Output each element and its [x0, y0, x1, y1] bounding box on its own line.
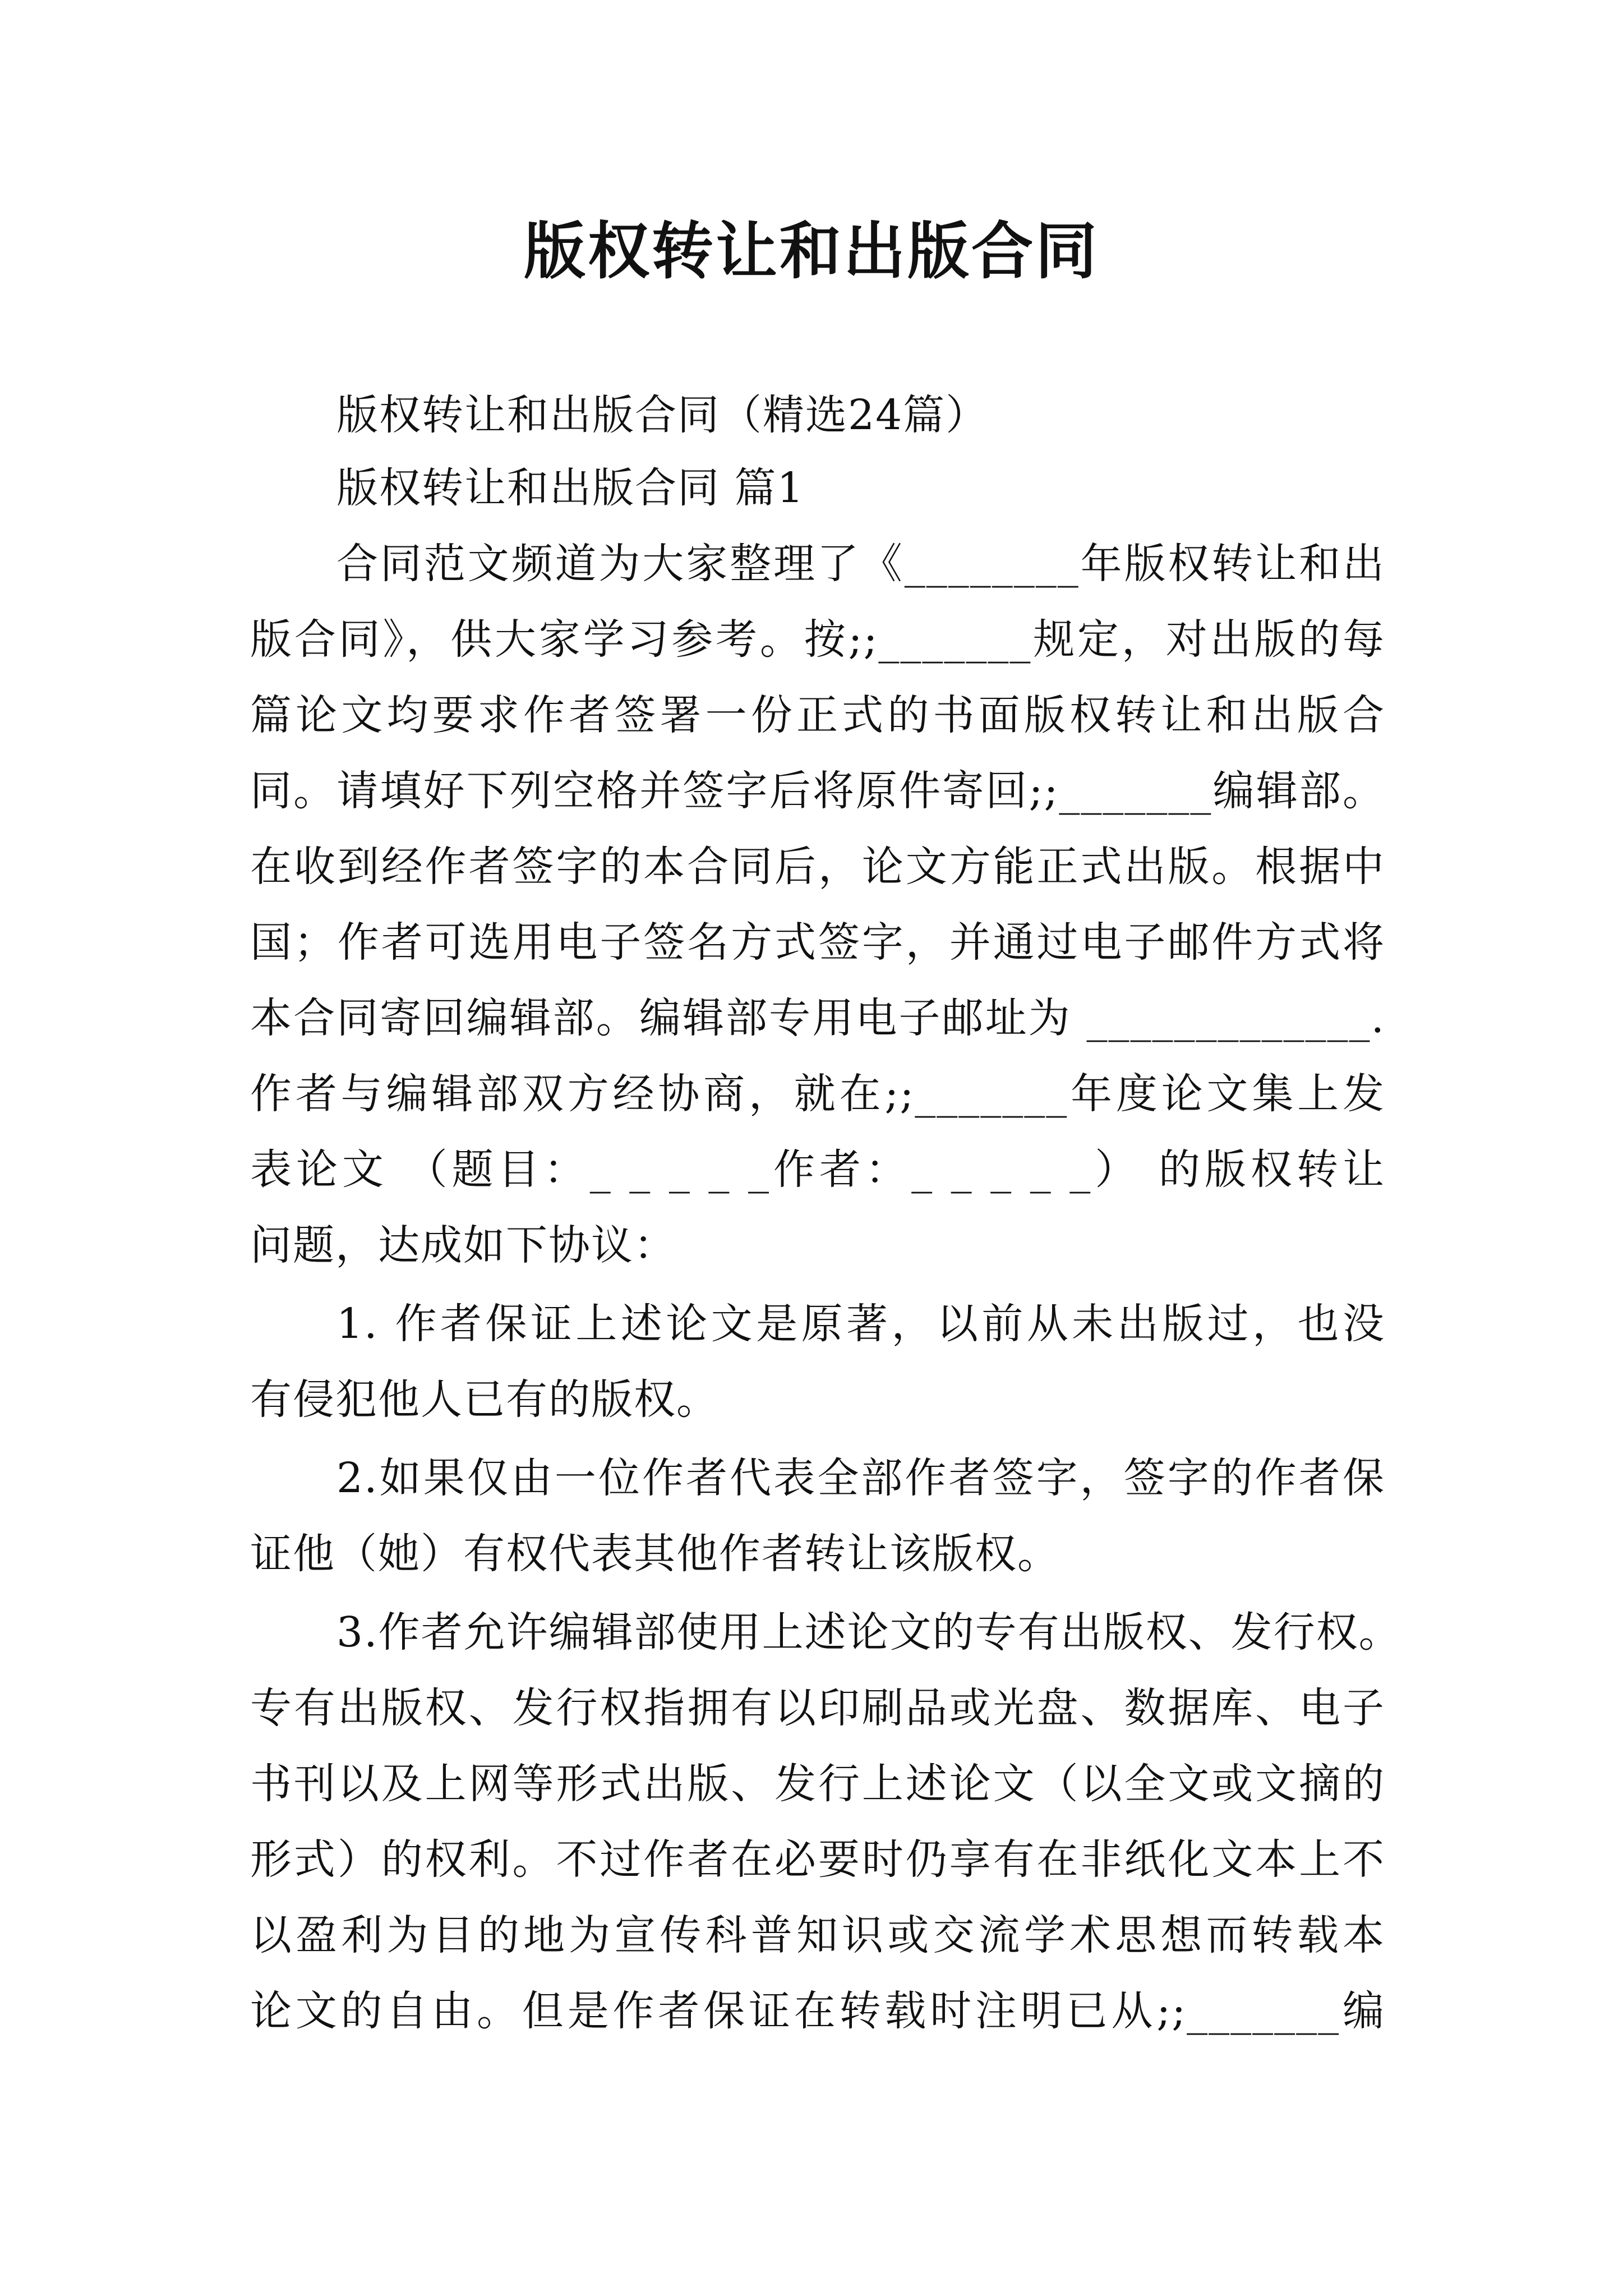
clause-line: 3.作者允许编辑部使用上述论文的专有出版权、发行权。 [336, 1608, 1401, 1657]
clause-line: 1. 作者保证上述论文是原著，以前从未出版过，也没 [336, 1300, 1385, 1348]
subtitle-line: 版权转让和出版合同（精选24篇） [336, 391, 989, 439]
paragraph-line: 篇论文均要求作者签署一份正式的书面版权转让和出版合 [250, 691, 1385, 739]
clause-line: 有侵犯他人已有的版权。 [250, 1375, 719, 1424]
clause-line: 论文的自由。但是作者保证在转载时注明已从;;_______编 [250, 1987, 1385, 2035]
paragraph-line: 在收到经作者签字的本合同后，论文方能正式出版。根据中 [250, 843, 1385, 891]
paragraph-line: 问题，达成如下协议： [250, 1221, 676, 1269]
paragraph-line: 表论文 （题目：_ _ _ _ _作者：_ _ _ _ _） 的版权转让 [250, 1145, 1385, 1194]
clause-line: 专有出版权、发行权指拥有以印刷品或光盘、数据库、电子 [250, 1684, 1385, 1732]
paragraph-line: 国；作者可选用电子签名方式签字，并通过电子邮件方式将 [250, 918, 1385, 967]
paragraph-line: 合同范文频道为大家整理了《________年版权转让和出 [336, 540, 1385, 588]
paragraph-line: 本合同寄回编辑部。编辑部专用电子邮址为 _____________. [250, 994, 1385, 1042]
paragraph-line: 同。请填好下列空格并签字后将原件寄回;;_______编辑部。 [250, 767, 1385, 815]
clause-line: 书刊以及上网等形式出版、发行上述论文（以全文或文摘的 [250, 1760, 1385, 1808]
paragraph-line: 版合同》，供大家学习参考。按;;_______规定，对出版的每 [250, 615, 1385, 664]
document-title: 版权转让和出版合同 [524, 215, 1099, 287]
clause-line: 形式）的权利。不过作者在必要时仍享有在非纸化文本上不 [250, 1835, 1385, 1884]
paragraph-line: 作者与编辑部双方经协商，就在;;_______年度论文集上发 [250, 1070, 1385, 1118]
section-heading: 版权转让和出版合同 篇1 [336, 464, 805, 512]
clause-line: 以盈利为目的地为宣传科普知识或交流学术思想而转载本 [250, 1911, 1385, 1959]
clause-line: 2.如果仅由一位作者代表全部作者签字，签字的作者保 [336, 1454, 1385, 1502]
clause-line: 证他（她）有权代表其他作者转让该版权。 [250, 1530, 1060, 1578]
